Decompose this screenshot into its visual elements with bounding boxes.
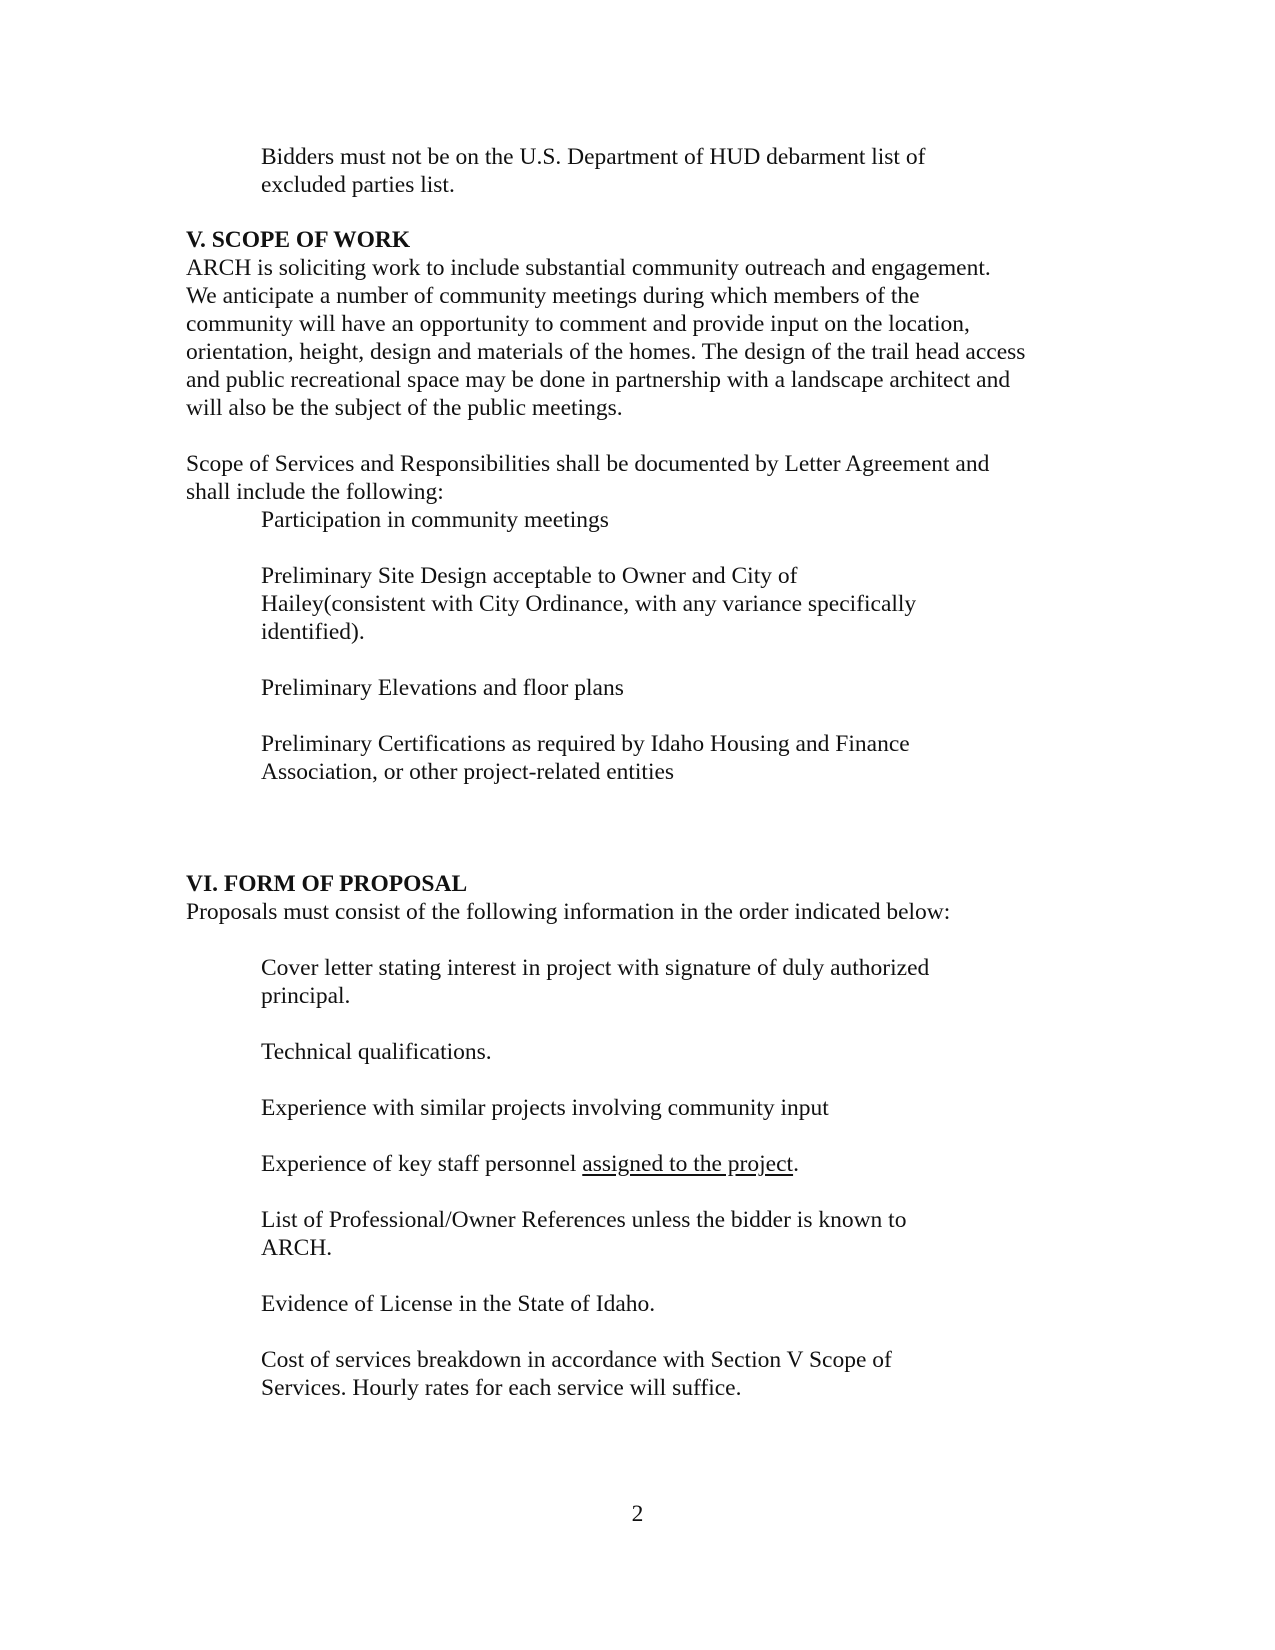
scope-item-site-design-line: Preliminary Site Design acceptable to Owner and City of — [261, 563, 798, 589]
scope-item-community-meetings: Participation in community meetings — [261, 507, 609, 533]
proposal-item-references-line: List of Professional/Owner References unless the bidder is known to — [261, 1207, 907, 1233]
proposal-item-technical-qualifications: Technical qualifications. — [261, 1039, 492, 1065]
section-v-para1-line: orientation, height, design and materials of the homes. The design of the trail head access — [186, 339, 1026, 365]
intro-line-2: excluded parties list. — [261, 172, 455, 198]
section-v-para2-line: shall include the following: — [186, 479, 444, 505]
section-v-para1-line: ARCH is soliciting work to include substantial community outreach and engagement. — [186, 255, 991, 281]
section-v-para1-line: will also be the subject of the public meetings. — [186, 395, 623, 421]
page-number: 2 — [631, 1501, 644, 1527]
section-v-para1-line: community will have an opportunity to comment and provide input on the location, — [186, 311, 970, 337]
proposal-item-references-line: ARCH. — [261, 1235, 333, 1261]
key-staff-text: Experience of key staff personnel — [261, 1151, 583, 1177]
section-v-para2-line: Scope of Services and Responsibilities shall be documented by Letter Agreement and — [186, 451, 990, 477]
scope-item-certifications-line: Preliminary Certifications as required by Idaho Housing and Finance — [261, 731, 910, 757]
scope-item-certifications-line: Association, or other project-related entities — [261, 759, 675, 785]
intro-line-1: Bidders must not be on the U.S. Department of HUD debarment list of — [261, 144, 926, 170]
section-vi-heading: VI. FORM OF PROPOSAL — [186, 871, 468, 897]
section-v-para1-line: We anticipate a number of community meetings during which members of the — [186, 283, 920, 309]
proposal-item-cover-letter-line: Cover letter stating interest in project with signature of duly authorized — [261, 955, 930, 981]
proposal-item-key-staff — [261, 1150, 799, 1179]
scope-item-site-design-line: identified). — [261, 619, 365, 645]
section-vi-intro: Proposals must consist of the following information in the order indicated below: — [186, 899, 951, 925]
proposal-item-license: Evidence of License in the State of Idaho. — [261, 1291, 656, 1317]
scope-item-elevations: Preliminary Elevations and floor plans — [261, 675, 624, 701]
section-v-heading: V. SCOPE OF WORK — [186, 227, 411, 253]
proposal-item-similar-projects: Experience with similar projects involving community input — [261, 1095, 829, 1121]
proposal-item-cover-letter-line: principal. — [261, 983, 351, 1009]
key-staff-underlined-text: assigned to the project — [582, 1151, 794, 1177]
scope-item-site-design-line: Hailey(consistent with City Ordinance, with any variance specifically — [261, 591, 917, 617]
key-staff-period: . — [793, 1151, 799, 1177]
proposal-item-cost-breakdown-line: Services. Hourly rates for each service will suffice. — [261, 1375, 742, 1401]
section-v-para1-line: and public recreational space may be done in partnership with a landscape architect and — [186, 367, 1011, 393]
proposal-item-cost-breakdown-line: Cost of services breakdown in accordance with Section V Scope of — [261, 1347, 892, 1373]
